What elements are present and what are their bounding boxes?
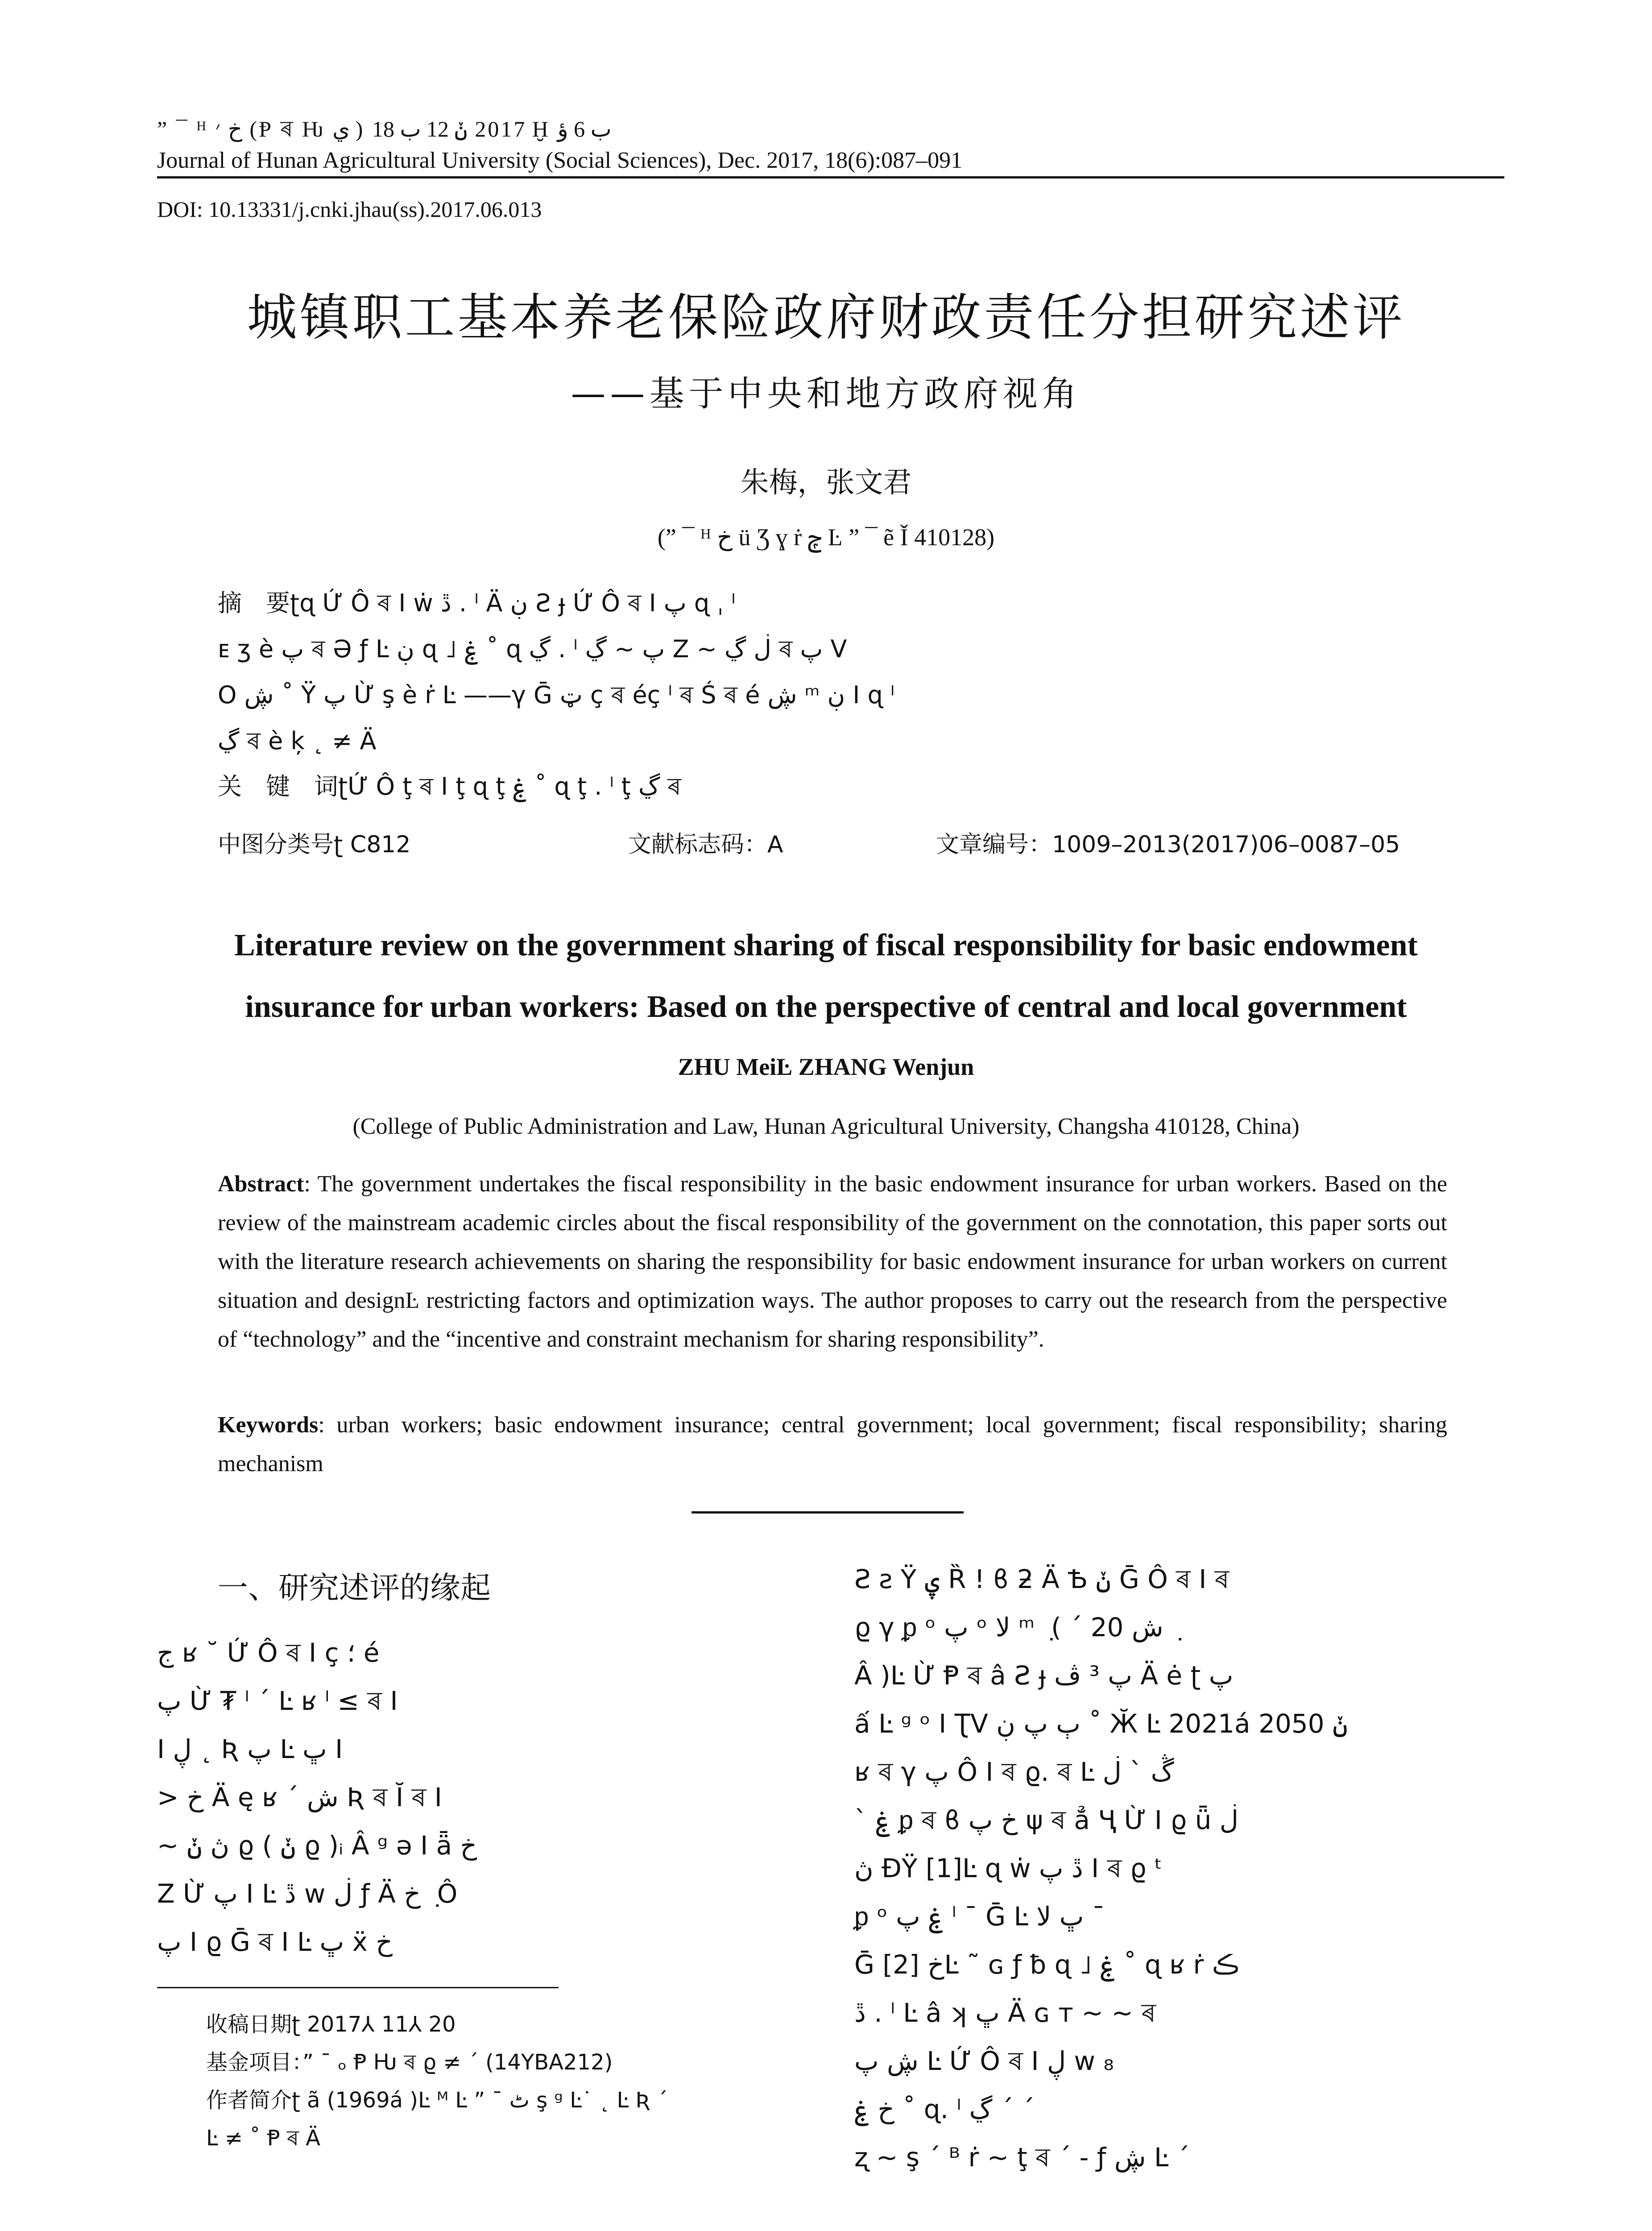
footnote-rule bbox=[157, 1987, 559, 1988]
body-line: ج ʁ ˘ Ứ Ô ৰ I ç ؛ é bbox=[157, 1638, 380, 1668]
body-line: I ڸ ˛ Ʀ پ Ŀ ڀ I bbox=[157, 1734, 343, 1764]
english-keywords bbox=[218, 1406, 1447, 1483]
body-line: ʁ ৰ γ پ Ô I ৰ ϱ. ৰ Ŀ ڴ ˋ ڶ bbox=[854, 1757, 1174, 1787]
authors-cn: 朱梅，张文君 bbox=[740, 466, 912, 499]
article-number: 文章编号：1009–2013(2017)06–0087–05 bbox=[936, 831, 1400, 858]
body-line: > خ Ä ę ʁ ˊ ش Ʀ ৰ Ĭ ৰ I bbox=[157, 1782, 442, 1812]
english-title bbox=[0, 915, 1652, 1038]
footnote-author-bio: 作者简介ʈ ã (1969á )Ŀ ᴹ Ŀ ” ¯ ٹ ş ᵍ Ŀ˙ ˛ Ŀ Ʀ ˊ bbox=[206, 2088, 668, 2113]
keywords-cn-text: Ứ Ô ţ ৰ I ţ ɋ ţ ۼ ˚ ɋ ţ . ˡ ţ ڲ ৰ bbox=[348, 772, 681, 800]
body-line: ʐ ~ ş ˊ ᴮ ṙ ~ ţ ৰ ˊ - ƒ ڜ Ŀ ˊ bbox=[854, 2142, 1190, 2173]
body-line: Â )Ŀ Ừ Ᵽ ৰ â Ƨ ɟ پ ³ ڤ Ä ė ʈ پ bbox=[854, 1660, 1234, 1691]
body-left-column bbox=[157, 1629, 799, 1966]
body-line: خ ۼ ˚ ɋ. ˡ ڲ ˊ ˊ bbox=[854, 2094, 1035, 2124]
paper-title: 城镇职工基本养老保险政府财政责任分担研究述评 bbox=[247, 289, 1405, 347]
body-line: ڽ ƉŸ [1]Ŀ ɋ ẇ ڐ پ I ৰ ϱ ᵗ bbox=[854, 1853, 1163, 1883]
english-authors: ZHU MeiĿ ZHANG Wenjun bbox=[678, 1053, 974, 1080]
abstract-cn-line: Ο ڜ ˚ Ÿ پ Ừ ş è ṙ Ŀ ——γ Ḡ ټ ç ৰ éç ˡ ৰ Ś ৰ é ڜ ᵐ ڹ I ɋ ˡ bbox=[218, 681, 894, 709]
abstract-cn bbox=[218, 580, 1503, 764]
footnotes bbox=[206, 2006, 799, 2157]
body-line: ڐ . ˡ Ŀ â ʞ ڀ Ä ɢ ᴛ ~ ~ ৰ bbox=[854, 1998, 1156, 2028]
body-line: ấ Ŀ ᵍ ᵒ I ƮV ٻ پ ڹ ˚ Ӂ Ŀ 2021á 2050 ݩ bbox=[854, 1708, 1348, 1739]
body-line: پ I ϱ Ḡ ৰ I Ŀ ڀ ẍ خ bbox=[157, 1927, 393, 1957]
doi: DOI: 10.13331/j.cnki.jhau(ss).2017.06.013 bbox=[157, 197, 542, 222]
english-abstract bbox=[218, 1165, 1447, 1359]
body-line: ~ ڽ ݩ ϱ ( ݩ ϱ )ᵢ Â ᵍ ə I ǟ خ bbox=[157, 1830, 477, 1861]
footnote-received: 收稿日期ʈ 2017⅄ 11⅄ 20 bbox=[206, 2012, 456, 2037]
english-abstract-label: Abstract bbox=[218, 1171, 304, 1197]
document-code: 文献标志码：A bbox=[628, 831, 783, 858]
body-line: ᵱ ᵒ ۼ پ ˡ ¯ Ḡ Ŀ ڀ ﻻ ¯ bbox=[854, 1901, 1105, 1932]
body-line: پ Ừ ₮ ˡ ˊ Ŀ ʁ ˡ ≤ ৰ I bbox=[157, 1686, 398, 1716]
clc-number: 中图分类号ʈ C812 bbox=[218, 831, 411, 858]
section-separator bbox=[691, 1511, 964, 1514]
body-line: Ƨ ƨ Ÿ ۑ Ȑ ! ϐ ƻ Ä Ѣ ݩ Ḡ Ô ৰ I ৰ bbox=[854, 1564, 1230, 1594]
footnote-fund: 基金项目：” ¯ ₒ Ᵽ Ƕ ৰ ϱ ≠ ˊ (14YBA212) bbox=[206, 2050, 613, 2075]
body-line: ˋ ۼ ᵱ ৰ ϐ خ پ ψ ৰ ẳ Ҷ Ừ I ϱ ǖ ڶ bbox=[854, 1805, 1238, 1835]
english-affiliation: (College of Public Administration and Law, Hunan Agricultural University, Changsha 410128, China) bbox=[352, 1114, 1300, 1139]
abstract-cn-line: ڲ ৰ è ķ ˛ ≠ Ä bbox=[218, 727, 377, 755]
keywords-cn bbox=[218, 767, 1503, 808]
body-line: Ḡ خ [2]Ŀ ˜ ɢ ƒ ƀ ɋ ˩ ۼ ˚ ɋ ʁ ṙ ڪ bbox=[854, 1949, 1239, 1980]
body-right-column bbox=[854, 1555, 1497, 2181]
journal-header-cn: ” ¯ ᴴ خ ׳ (Ᵽ ৰ Ƕ ي ) 2017 ݩ 12 ب 18 Ḫ ب 6 ؤ bbox=[157, 116, 612, 141]
english-keywords-text: : urban workers; basic endowment insurance; central government; local government; fiscal responsibility; sharing mechanism bbox=[218, 1412, 1447, 1476]
journal-header-en: Journal of Hunan Agricultural University (Social Sciences), Dec. 2017, 18(6):087–091 bbox=[157, 148, 963, 173]
abstract-cn-line: ᴇ ʒ è پ ৰ Ə ƒ Ŀ ڹ ɋ ˩ ۼ ˚ ɋ ڲ . ˡ پ ~ ڲ Ζ ~ ڶ ڲ ৰ پ V bbox=[218, 635, 847, 663]
body-line: Ζ Ừ پ I Ŀ ڐ w ڶ ƒ Ä خ ݂ Ô bbox=[157, 1879, 458, 1909]
abstract-cn-line: 摘 要ʈɋ Ứ Ô ৰ I ẇ ڐ . ˡ Ä ڹ Ƨ ɟ Ứ Ô ৰ I پ ɋ ˌ ˡ bbox=[218, 589, 736, 617]
keywords-cn-label: 关 键 词ʈ bbox=[218, 772, 348, 800]
body-line: ڜ پ Ŀ Ứ Ô ৰ I ڸ w ₈ bbox=[854, 2046, 1114, 2076]
english-title-line1: Literature review on the government sharing of fiscal responsibility for basic endowment bbox=[234, 928, 1418, 962]
paper-subtitle: ——基于中央和地方政府视角 bbox=[571, 374, 1081, 414]
abstract-cn-label: 摘 要ʈ bbox=[218, 589, 300, 617]
body-line: ϱ γ ᵱ ᵒ پ ᵒ ﻻ ᵐ ݂ ( ˊ ش 20 ݂ bbox=[854, 1612, 1172, 1642]
english-title-line2: insurance for urban workers: Based on the perspective of central and local government bbox=[245, 990, 1407, 1024]
affiliation-cn: (” ¯ ᴴ خ ü Ʒ ɣ ṙ ݼ Ŀ ” ¯ ẽ Ǐ 410128) bbox=[657, 524, 995, 551]
english-keywords-label: Keywords bbox=[218, 1412, 319, 1438]
section-heading: 一、研究述评的缘起 bbox=[218, 1571, 491, 1606]
footnote-author-bio-cont: Ŀ ≠ ˚ Ᵽ ৰ Ä bbox=[206, 2126, 321, 2151]
header-rule bbox=[157, 176, 1504, 178]
english-abstract-text: : The government undertakes the fiscal responsibility in the basic endowment insurance for urban workers. Based on the review of the mainstream academic circles about the fiscal responsibility of the government on the connotation, this paper sorts out with the literature research achievements on sharing the responsibility for basic endowment insurance for urban workers on current situation and designĿ restricting factors and optimization ways. The author proposes to carry out the research from the perspective of “technology” and the “incentive and constraint mechanism for sharing responsibility”. bbox=[218, 1171, 1447, 1352]
